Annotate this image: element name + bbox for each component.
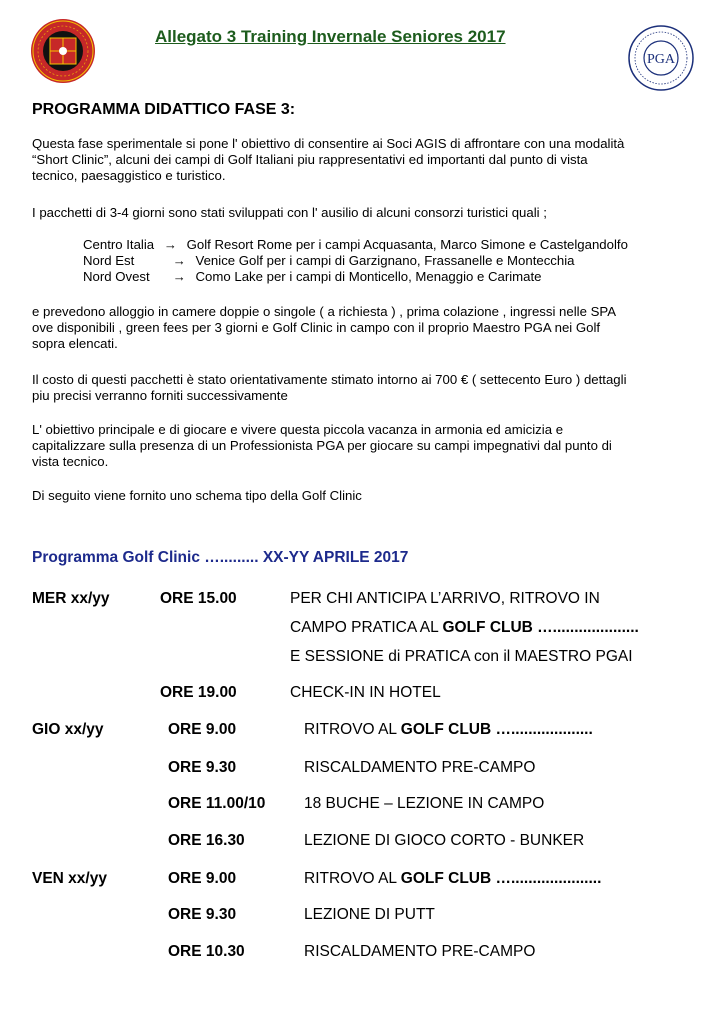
time-label: ORE 9.00 [168,721,237,738]
activity-text [304,721,593,739]
activity-text: 18 BUCHE – LEZIONE IN CAMPO [304,795,545,812]
arrow-icon: → [172,269,186,285]
golf-club-label: GOLF CLUB [400,721,492,738]
time-label: ORE 11.00/10 [168,795,266,812]
placeholder-dots: …..................... [491,870,602,887]
time-label: ORE 9.30 [168,906,237,923]
pga-logo [628,25,694,91]
intro-line: “Short Clinic”, alcuni dei campi di Golf Italiani piu rappresentativi ed importanti dal punto di vista [32,152,588,168]
provide-paragraph [32,304,692,353]
activity-text: RISCALDAMENTO PRE-CAMPO [304,943,536,960]
golf-club-label: GOLF CLUB [442,619,533,636]
time-label: ORE 9.30 [168,759,237,776]
region-row [83,269,628,285]
provide-line: sopra elencati. [32,336,118,352]
intro-line: tecnico, paesaggistico e turistico. [32,168,226,184]
packages-line: I pacchetti di 3-4 giorni sono stati sviluppati con l' ausilio di alcuni consorzi turistici quali ; [32,205,547,220]
region-name: Centro Italia [83,237,155,252]
day-label: VEN xx/yy [32,870,107,887]
regions-list [83,237,628,286]
agis-logo [30,18,96,84]
cost-line: piu precisi verranno forniti successivamente [32,388,288,404]
activity-text: LEZIONE DI PUTT [304,906,435,923]
activity-text: PER CHI ANTICIPA L’ARRIVO, RITROVO IN [290,590,600,607]
document-title: Allegato 3 Training Invernale Seniores 2017 [155,27,506,46]
packages-paragraph [32,205,692,221]
objective-line: vista tecnico. [32,454,109,470]
intro-line: Questa fase sperimentale si pone l' obiettivo di consentire ai Soci AGIS di affrontare con una modalità [32,136,625,151]
activity-text [304,870,601,888]
objective-line: capitalizzare sulla presenza di un Professionista PGA per giocare su campi impegnativi dal punto di [32,438,612,454]
day-label: MER xx/yy [32,590,110,607]
placeholder-dots: ….................... [532,619,639,636]
day-label: GIO xx/yy [32,721,104,738]
cost-paragraph [32,372,692,404]
activity-text: LEZIONE DI GIOCO CORTO - BUNKER [304,832,585,849]
intro-paragraph [32,136,692,185]
region-name: Nord Est [83,253,135,269]
time-label: ORE 19.00 [160,684,237,701]
region-row [83,253,628,269]
pga-logo-text: PGA [646,52,676,67]
phase-heading: PROGRAMMA DIDATTICO FASE 3: [32,101,296,118]
activity-text-part: RITROVO AL [304,721,401,738]
program-title: Programma Golf Clinic …......... XX-YY APRILE 2017 [32,549,409,566]
region-row [83,237,628,253]
time-label: ORE 10.30 [168,943,245,960]
activity-text: E SESSIONE di PRATICA con il MAESTRO PGAI [290,648,633,665]
arrow-icon: → [172,253,186,269]
schema-line: Di seguito viene fornito uno schema tipo della Golf Clinic [32,488,362,503]
arrow-icon: → [163,237,177,252]
time-label: ORE 9.00 [168,870,237,887]
activity-text: CHECK-IN IN HOTEL [290,684,441,701]
cost-line: Il costo di questi pacchetti è stato orientativamente stimato intorno ai 700 € ( settecento Euro ) dettagli [32,372,627,387]
golf-club-label: GOLF CLUB [400,870,492,887]
provide-line: ove disponibili , green fees per 3 giorni e Golf Clinic in campo con il proprio Maestro PGA nei Golf [32,320,601,336]
region-text: Como Lake per i campi di Monticello, Menaggio e Carimate [195,269,542,285]
time-label: ORE 15.00 [160,590,237,607]
activity-text: RISCALDAMENTO PRE-CAMPO [304,759,536,776]
region-text: Venice Golf per i campi di Garzignano, Frassanelle e Montecchia [195,253,575,269]
time-label: ORE 16.30 [168,832,245,849]
objective-line: L' obiettivo principale e di giocare e vivere questa piccola vacanza in armonia ed amicizia e [32,422,564,437]
placeholder-dots: …................... [491,721,593,738]
activity-text-part: RITROVO AL [304,870,401,887]
region-name: Nord Ovest [83,269,150,285]
schema-paragraph [32,488,692,504]
activity-text [290,619,639,637]
activity-text-part: CAMPO PRATICA AL [290,619,443,636]
objective-paragraph [32,422,692,471]
region-text: Golf Resort Rome per i campi Acquasanta, Marco Simone e Castelgandolfo [186,237,628,252]
provide-line: e prevedono alloggio in camere doppie o singole ( a richiesta ) , prima colazione , ingressi nelle SPA [32,304,616,319]
